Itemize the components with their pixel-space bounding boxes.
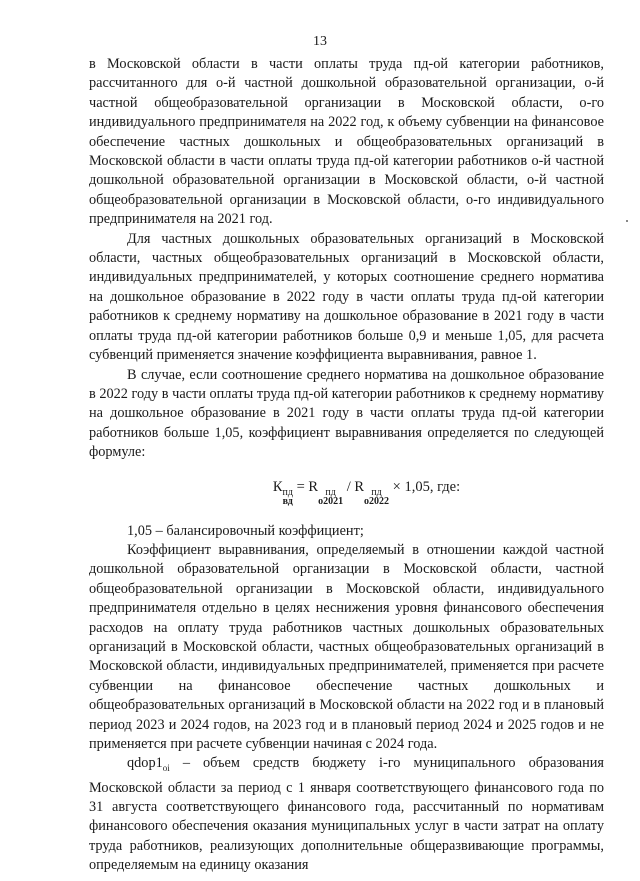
page-number: 13	[313, 34, 327, 49]
paragraph-balancing-coefficient: 1,05 – балансировочный коэффициент;	[127, 522, 364, 539]
equalization-formula	[129, 477, 604, 506]
scan-mark	[626, 220, 628, 222]
paragraph-formula-condition: В случае, если соотношение среднего норматива на дошкольное образование в 2022 году в части оплаты труда пд-ой категории работников к среднему нормативу на дошкольное образование в 2021 году в части оплаты труда пд-ой категории работников больше 1,05, коэффициент выравнивания определяется по следующей формуле:	[89, 366, 604, 461]
paragraph-coefficient-application: Коэффициент выравнивания, определяемый в отношении каждой частной дошкольной образовательной организации в Московской области, частной общеобразовательной организации в Московской области, индивидуального предпринимателя отдельно в целях неснижения уровня финансового обеспечения расходов на оплату труда работников частных дошкольных образовательных организаций в Московской области, частных общеобразовательных организаций в Московской области, индивидуальных предпринимателей, применяется при расчете субвенции на финансовое обеспечение частных дошкольных и общеобразовательных организаций в Московской области на 2022 год и в плановый период 2023 и 2024 годов, на 2023 год и в плановый период 2024 и 2025 годов и не применяется при расчете субвенции начиная с 2024 года.	[89, 541, 604, 752]
paragraph-continuation: в Московской области в части оплаты труда пд-ой категории работников, рассчитанного для о-й частной дошкольной образовательной организации, о-й частной общеобразовательной организации в Московской области, о-го индивидуального предпринимателя на 2022 год, к объему субвенции на финансовое обеспечение частных дошкольных и общеобразовательных организаций в Московской области в части оплаты труда пд-ой категории работников о-й частной дошкольной образовательной организации в Московской области, о-й частной общеобразовательной организации в Московской области, о-го индивидуального предпринимателя на 2021 год.	[89, 56, 604, 228]
formula-equals: =	[292, 478, 309, 495]
qdop-variable-subscript: oi	[162, 763, 170, 774]
formula-divide: /	[343, 478, 355, 495]
formula-r2: R	[354, 478, 365, 495]
formula-r1: R	[308, 478, 319, 495]
paragraph-qdop-definition	[89, 754, 604, 875]
paragraph-private-organizations: Для частных дошкольных образовательных организаций в Московской области, частных общеобразовательных организаций в Московской области, индивидуальных предпринимателей, у которых соотношение среднего норматива на дошкольное образование в 2022 году в части оплаты труда пд-ой категории работников к среднему нормативу на дошкольное образование в 2021 году в части оплаты труда пд-ой категории работников больше 0,9 и меньше 1,05, для расчета субвенций применяется значение коэффициента выравнивания, равное 1.	[89, 230, 604, 364]
formula-lhs: К	[272, 478, 283, 495]
formula-r1-index: пд о2021	[318, 486, 344, 507]
formula-r2-index: пд о2022	[364, 486, 390, 507]
formula-lhs-index: пд вд	[282, 486, 293, 507]
qdop-description: – объем средств бюджету i-го муниципального образования Московской области за период с 1 января соответствующего финансового года по 31 августа соответствующего финансового года, рассчитанный по нормативам финансового обеспечения оказания муниципальных услуг в части затрат на оплату труда работников, реализующих дополнительные общеразвивающие программы, определяемым на единицу оказания	[89, 755, 604, 874]
formula-tail: × 1,05, где:	[389, 478, 461, 495]
document-body	[89, 55, 604, 876]
qdop-variable: qdop1	[127, 755, 163, 772]
